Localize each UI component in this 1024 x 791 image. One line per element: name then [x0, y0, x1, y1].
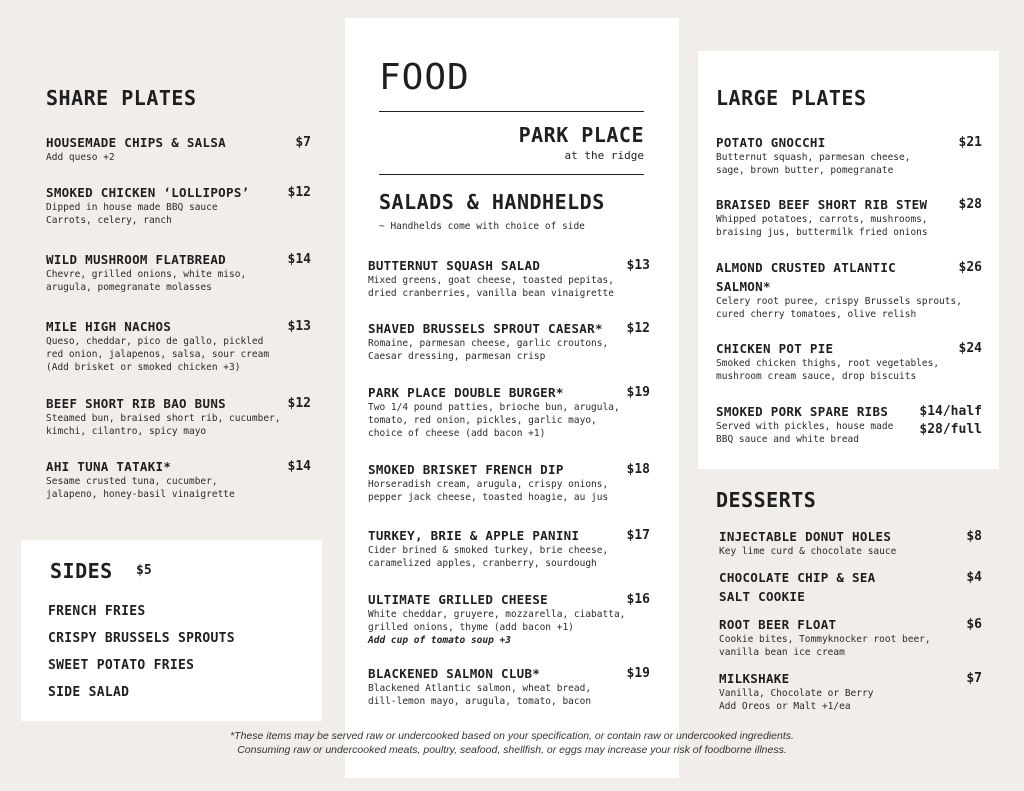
- share-item-nachos: [46, 318, 311, 374]
- item-desc: Butternut squash, parmesan cheese,: [716, 152, 911, 163]
- item-desc: White cheddar, gruyere, mozzarella, ciabatta,: [368, 609, 626, 620]
- item-name: SMOKED CHICKEN ‘LOLLIPOPS’: [46, 185, 250, 200]
- item-price: $8: [966, 529, 982, 544]
- food-title: FOOD: [379, 57, 470, 98]
- item-desc: Smoked chicken thighs, root vegetables,: [716, 358, 940, 369]
- item-price: $16: [626, 592, 650, 607]
- item-name: TURKEY, BRIE & APPLE PANINI: [368, 528, 580, 543]
- item-name: MILKSHAKE: [719, 671, 790, 686]
- item-price: $7: [966, 671, 982, 686]
- item-name: BRAISED BEEF SHORT RIB STEW: [716, 197, 928, 212]
- item-price: $7: [295, 135, 311, 150]
- item-desc: kimchi, cilantro, spicy mayo: [46, 426, 207, 437]
- disclaimer-line-1: *These items may be served raw or undercooked based on your specification, or contain raw or undercooked ingredients.: [230, 730, 794, 742]
- item-desc: Cookie bites, Tommyknocker root beer,: [719, 634, 931, 645]
- item-desc: Dipped in house made BBQ sauce: [46, 202, 218, 213]
- salad-item-butternut: [368, 257, 650, 300]
- item-name: WILD MUSHROOM FLATBREAD: [46, 252, 226, 267]
- item-desc: braising jus, buttermilk fried onions: [716, 227, 928, 238]
- item-desc: red onion, jalapenos, salsa, sour cream: [46, 349, 270, 360]
- salads-title: SALADS & HANDHELDS: [379, 190, 605, 214]
- item-desc: dill-lemon mayo, arugula, tomato, bacon: [368, 696, 592, 707]
- item-desc: Horseradish cream, arugula, crispy onions,: [368, 479, 609, 490]
- dessert-item-float: [719, 616, 982, 659]
- item-name: PARK PLACE DOUBLE BURGER*: [368, 385, 564, 400]
- item-name: CHICKEN POT PIE: [716, 341, 834, 356]
- item-price: $19: [626, 385, 650, 400]
- item-desc: grilled onions, thyme (add bacon +1): [368, 622, 574, 633]
- item-name-line2: SALMON*: [716, 279, 771, 294]
- item-price: $14/half: [919, 404, 982, 419]
- dessert-item-donut: [719, 528, 982, 558]
- item-price: $12: [287, 185, 311, 200]
- item-desc: Served with pickles, house made: [716, 421, 894, 432]
- item-desc: Key lime curd & chocolate sauce: [719, 546, 897, 557]
- item-price: $21: [958, 135, 982, 150]
- item-name: BUTTERNUT SQUASH SALAD: [368, 258, 541, 273]
- item-price: $18: [626, 462, 650, 477]
- item-desc: Celery root puree, crispy Brussels sprouts,: [716, 296, 962, 307]
- item-name: BEEF SHORT RIB BAO BUNS: [46, 396, 226, 411]
- item-name: ALMOND CRUSTED ATLANTIC: [716, 260, 896, 275]
- item-price: $28: [958, 197, 982, 212]
- side-item: SWEET POTATO FRIES: [48, 658, 195, 673]
- brand-subtitle: at the ridge: [564, 149, 644, 162]
- item-desc: Queso, cheddar, pico de gallo, pickled: [46, 336, 264, 347]
- item-price: $19: [626, 666, 650, 681]
- item-price: $13: [626, 258, 650, 273]
- item-price: $6: [966, 617, 982, 632]
- item-price: $14: [287, 252, 311, 267]
- share-item-flatbread: [46, 251, 311, 294]
- item-price: $13: [287, 319, 311, 334]
- item-price: $12: [626, 321, 650, 336]
- item-desc: Blackened Atlantic salmon, wheat bread,: [368, 683, 592, 694]
- item-desc: Cider brined & smoked turkey, brie cheese,: [368, 545, 609, 556]
- salad-item-grilled-cheese: [368, 591, 650, 647]
- salad-item-caesar: [368, 320, 650, 363]
- item-price-full: $28/full: [919, 422, 982, 437]
- side-item: FRENCH FRIES: [48, 604, 146, 619]
- item-desc: tomato, red onion, pickles, garlic mayo,: [368, 415, 597, 426]
- side-item: SIDE SALAD: [48, 685, 130, 700]
- item-desc: jalapeno, honey-basil vinaigrette: [46, 489, 235, 500]
- item-name: AHI TUNA TATAKI*: [46, 459, 172, 474]
- item-price: $26: [958, 260, 982, 275]
- item-desc: Whipped potatoes, carrots, mushrooms,: [716, 214, 928, 225]
- item-name: MILE HIGH NACHOS: [46, 319, 172, 334]
- sides-title: SIDES: [50, 559, 113, 583]
- share-item-chips: [46, 134, 311, 164]
- large-plates-title: LARGE PLATES: [716, 86, 867, 110]
- item-desc: BBQ sauce and white bread: [716, 434, 859, 445]
- item-desc: sage, brown butter, pomegranate: [716, 165, 894, 176]
- share-item-bao: [46, 395, 311, 438]
- disclaimer-line-2: Consuming raw or undercooked meats, poultry, seafood, shellfish, or eggs may increase your risk of foodborne illness.: [237, 744, 787, 756]
- item-name: BLACKENED SALMON CLUB*: [368, 666, 541, 681]
- salads-subtitle: ~ Handhelds come with choice of side: [379, 221, 585, 232]
- salad-item-panini: [368, 527, 650, 570]
- item-name: CHOCOLATE CHIP & SEA: [719, 570, 876, 585]
- item-name: INJECTABLE DONUT HOLES: [719, 529, 892, 544]
- item-name: SMOKED PORK SPARE RIBS: [716, 404, 889, 419]
- dessert-item-milkshake: [719, 670, 982, 713]
- divider: [379, 111, 644, 112]
- large-item-pot-pie: [716, 340, 982, 383]
- item-desc: (Add brisket or smoked chicken +3): [46, 362, 241, 373]
- item-desc: dried cranberries, vanilla bean vinaigrette: [368, 288, 614, 299]
- item-name: SHAVED BRUSSELS SPROUT CAESAR*: [368, 321, 603, 336]
- desserts-title: DESSERTS: [716, 488, 817, 512]
- item-desc: cured cherry tomatoes, olive relish: [716, 309, 917, 320]
- item-desc: Romaine, parmesan cheese, garlic croutons,: [368, 338, 609, 349]
- item-note: Add cup of tomato soup +3: [368, 635, 511, 646]
- item-price: $14: [287, 459, 311, 474]
- share-item-lollipops: [46, 184, 311, 227]
- large-item-gnocchi: [716, 134, 982, 177]
- item-desc: Vanilla, Chocolate or Berry: [719, 688, 874, 699]
- item-desc: pepper jack cheese, toasted hoagie, au jus: [368, 492, 609, 503]
- salad-item-french-dip: [368, 461, 650, 504]
- dessert-item-cookie: [719, 569, 982, 605]
- item-desc: Two 1/4 pound patties, brioche bun, arugula,: [368, 402, 620, 413]
- large-item-stew: [716, 196, 982, 239]
- large-item-salmon: [716, 259, 982, 321]
- item-name: POTATO GNOCCHI: [716, 135, 826, 150]
- large-item-ribs: [716, 403, 982, 446]
- item-desc: Sesame crusted tuna, cucumber,: [46, 476, 218, 487]
- item-desc: Add Oreos or Malt +1/ea: [719, 701, 851, 712]
- item-desc: Steamed bun, braised short rib, cucumber,: [46, 413, 281, 424]
- item-name: ULTIMATE GRILLED CHEESE: [368, 592, 548, 607]
- item-price: $12: [287, 396, 311, 411]
- brand-name: PARK PLACE: [518, 123, 644, 147]
- salad-item-salmon-club: [368, 665, 650, 708]
- item-desc: vanilla bean ice cream: [719, 647, 845, 658]
- item-price: $4: [966, 570, 982, 585]
- item-desc: choice of cheese (add bacon +1): [368, 428, 546, 439]
- item-desc: Chevre, grilled onions, white miso,: [46, 269, 247, 280]
- item-desc: Carrots, celery, ranch: [46, 215, 172, 226]
- item-price: $24: [958, 341, 982, 356]
- share-plates-title: SHARE PLATES: [46, 86, 197, 110]
- item-desc: arugula, pomegranate molasses: [46, 282, 212, 293]
- item-desc: Add queso +2: [46, 152, 115, 163]
- salad-item-burger: [368, 384, 650, 440]
- item-name-line2: SALT COOKIE: [719, 589, 806, 604]
- item-price: $17: [626, 528, 650, 543]
- side-item: CRISPY BRUSSELS SPROUTS: [48, 631, 235, 646]
- item-name: ROOT BEER FLOAT: [719, 617, 837, 632]
- item-desc: Caesar dressing, parmesan crisp: [368, 351, 546, 362]
- divider: [379, 174, 644, 175]
- sides-price: $5: [136, 563, 152, 578]
- item-desc: caramelized apples, cranberry, sourdough: [368, 558, 597, 569]
- item-desc: Mixed greens, goat cheese, toasted pepitas,: [368, 275, 614, 286]
- item-name: HOUSEMADE CHIPS & SALSA: [46, 135, 226, 150]
- item-name: SMOKED BRISKET FRENCH DIP: [368, 462, 564, 477]
- share-item-tuna: [46, 458, 311, 501]
- item-desc: mushroom cream sauce, drop biscuits: [716, 371, 917, 382]
